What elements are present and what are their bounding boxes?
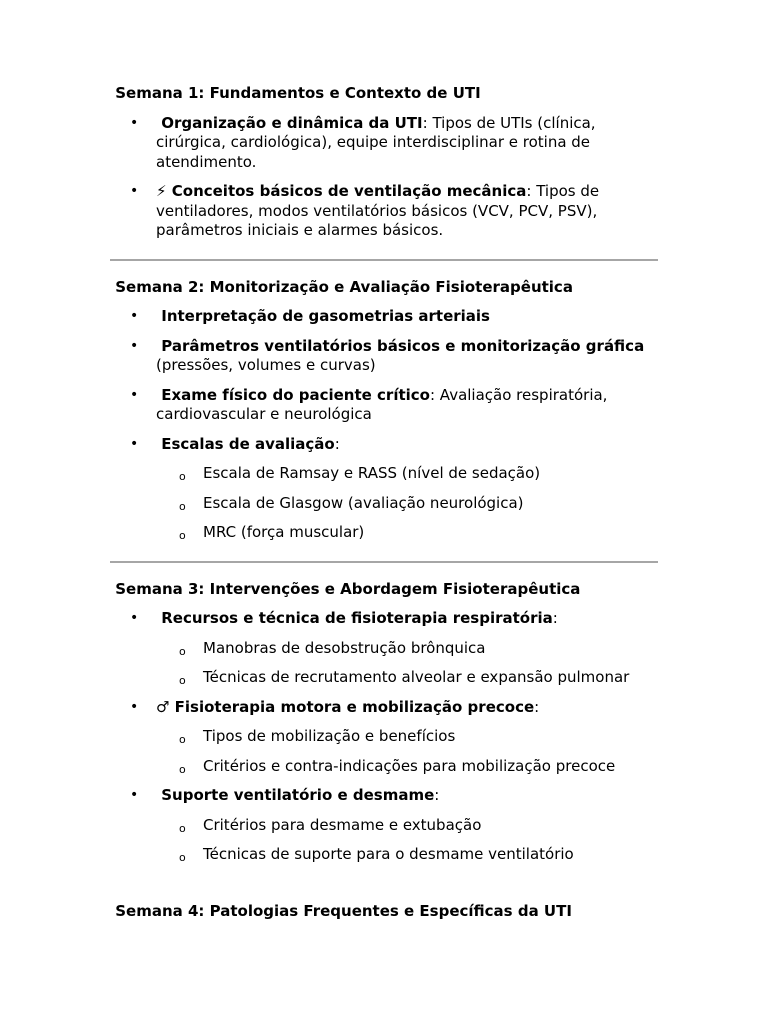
subtopic-list — [156, 464, 658, 543]
topic-item — [110, 337, 658, 376]
topic-item — [110, 182, 658, 241]
topic-title: Exame físico do paciente crítico — [156, 385, 430, 404]
topic-title: Interpretação de gasometrias arteriais — [156, 307, 490, 325]
sub-bullet-marker: o — [179, 499, 186, 513]
week-3-topic-list — [110, 609, 658, 865]
week-1-topic-list — [110, 114, 658, 241]
bullet-marker: • — [130, 698, 139, 715]
week-2-topic-list — [110, 307, 658, 543]
week-1-heading: Semana 1: Fundamentos e Contexto de UTI — [110, 84, 481, 102]
sub-bullet-marker: o — [179, 674, 186, 687]
subtopic-text: Técnicas de recrutamento alveolar e expansão pulmonar — [203, 668, 630, 686]
subtopic-item — [156, 494, 658, 514]
subtopic-list — [156, 816, 658, 865]
bullet-marker: • — [130, 610, 139, 626]
subtopic-item — [156, 816, 658, 836]
week-4-section — [110, 902, 658, 922]
subtopic-text: Técnicas de suporte para o desmame ventilatório — [203, 845, 574, 863]
topic-title: Parâmetros ventilatórios básicos e monitorização gráfica — [156, 336, 645, 355]
week-2-heading: Semana 2: Monitorização e Avaliação Fisioterapêutica — [110, 277, 573, 296]
bullet-marker: • — [130, 386, 139, 403]
topic-item — [110, 609, 658, 688]
subtopic-text: Escala de Ramsay e RASS (nível de sedação) — [203, 464, 541, 482]
subtopic-text: Tipos de mobilização e benefícios — [203, 727, 456, 745]
bullet-marker: • — [130, 114, 139, 131]
subtopic-item — [156, 727, 658, 747]
section-divider — [110, 561, 658, 563]
topic-item — [110, 114, 658, 173]
week-3-section — [110, 580, 658, 865]
subtopic-text: Manobras de desobstrução brônquica — [203, 638, 486, 657]
sub-bullet-marker: o — [179, 733, 186, 746]
topic-title: Escalas de avaliação — [156, 434, 335, 453]
topic-description: : — [334, 434, 340, 453]
subtopic-text: Critérios para desmame e extubação — [203, 815, 482, 834]
topic-item — [110, 435, 658, 543]
topic-description: : Tipos de UTIs (clínica, cirúrgica, cardiológica), equipe interdisciplinar e rotina de atendimento. — [156, 113, 601, 171]
topic-description: : Avaliação respiratória, cardiovascular e neurológica — [156, 385, 613, 423]
subtopic-item — [156, 639, 658, 659]
subtopic-list — [156, 639, 658, 688]
week-3-heading: Semana 3: Intervenções e Abordagem Fisioterapêutica — [110, 579, 581, 598]
topic-title: Organização e dinâmica da UTI — [156, 113, 423, 132]
subtopic-item — [156, 464, 658, 484]
subtopic-text: Escala de Glasgow (avaliação neurológica) — [203, 493, 524, 512]
topic-item — [110, 307, 658, 327]
topic-description: : — [434, 786, 440, 804]
subtopic-text: MRC (força muscular) — [203, 523, 365, 541]
sub-bullet-marker: o — [179, 821, 186, 835]
sub-bullet-marker: o — [179, 529, 186, 542]
bullet-marker: • — [130, 337, 139, 354]
week-1-section — [110, 84, 658, 241]
week-4-heading: Semana 4: Patologias Frequentes e Específicas da UTI — [110, 901, 572, 920]
topic-item — [110, 786, 658, 865]
topic-title: ⚡ Conceitos básicos de ventilação mecânica — [156, 182, 527, 200]
topic-description: (pressões, volumes e curvas) — [156, 336, 649, 374]
topic-description: : Tipos de ventiladores, modos ventilatórios básicos (VCV, PCV, PSV), parâmetros iniciais e alarmes básicos. — [156, 182, 604, 239]
week-2-section — [110, 278, 658, 543]
topic-description: : — [552, 609, 558, 627]
sub-bullet-marker: o — [179, 762, 186, 776]
topic-title: Suporte ventilatório e desmame — [156, 786, 435, 804]
subtopic-item — [156, 845, 658, 865]
topic-item — [110, 698, 658, 777]
subtopic-item — [156, 757, 658, 777]
topic-title: Recursos e técnica de fisioterapia respiratória — [156, 609, 553, 627]
section-divider — [110, 259, 658, 261]
section-spacer — [110, 865, 658, 902]
bullet-marker: • — [130, 435, 139, 452]
topic-item — [110, 386, 658, 425]
sub-bullet-marker: o — [179, 470, 186, 483]
subtopic-item — [156, 668, 658, 688]
topic-description: : — [534, 697, 540, 716]
syllabus-page — [110, 84, 658, 921]
bullet-marker: • — [130, 183, 139, 199]
subtopic-item — [156, 523, 658, 543]
bullet-marker: • — [130, 308, 139, 324]
sub-bullet-marker: o — [179, 851, 186, 864]
sub-bullet-marker: o — [179, 644, 186, 658]
subtopic-list — [156, 727, 658, 776]
subtopic-text: Critérios e contra-indicações para mobilização precoce — [203, 756, 616, 775]
topic-title: ♂ Fisioterapia motora e mobilização precoce — [156, 697, 535, 716]
bullet-marker: • — [130, 787, 139, 803]
